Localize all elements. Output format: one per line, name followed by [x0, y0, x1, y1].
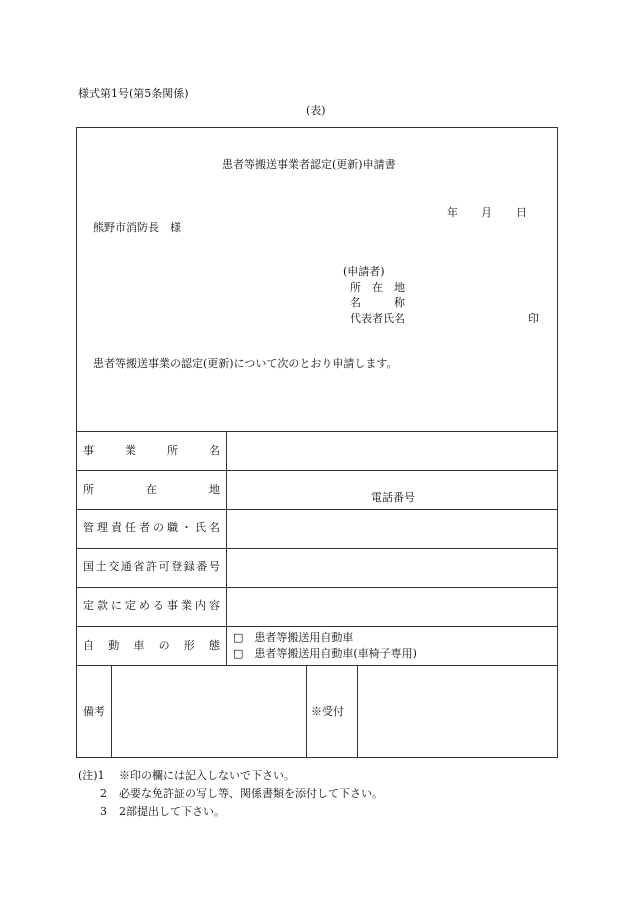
label-mlit-registration: 国 土 交 通 省 許 可 登 録 番 号 — [83, 560, 220, 573]
representative-label: 代表者氏名 — [350, 312, 405, 325]
row-divider — [76, 626, 557, 627]
row-divider — [76, 431, 557, 432]
column-divider — [306, 665, 307, 757]
label-manager: 管 理 責 任 者 の 職 ・ 氏 名 — [83, 521, 220, 534]
applicant-heading: (申請者) — [343, 265, 385, 278]
form-number: 様式第1号(第5条関係) — [78, 87, 189, 100]
row-divider — [76, 548, 557, 549]
date-day: 日 — [516, 206, 527, 219]
seal-mark: 印 — [528, 312, 539, 325]
note-prefix: (注)1 — [78, 769, 105, 782]
date-year: 年 — [447, 206, 458, 219]
column-divider — [111, 665, 112, 757]
vehicle-option-wheelchair[interactable]: □ 患者等搬送用自動車(車椅子専用) — [233, 647, 417, 660]
row-divider — [76, 665, 557, 666]
addressee: 熊野市消防長 様 — [93, 221, 181, 234]
row-divider — [76, 470, 557, 471]
label-location: 所 在 地 — [83, 483, 220, 496]
name-label: 名 称 — [350, 296, 405, 309]
statement: 患者等搬送事業の認定(更新)について次のとおり申請します。 — [93, 357, 398, 370]
note-number-2: 2 — [100, 787, 107, 800]
label-business-content: 定 款 に 定 め る 事 業 内 容 — [83, 599, 220, 612]
label-remarks: 備考 — [83, 705, 105, 718]
note-3: 2部提出して下さい。 — [119, 805, 225, 818]
form-title: 患者等搬送事業者認定(更新)申請書 — [222, 158, 396, 171]
address-label: 所 在 地 — [350, 281, 405, 294]
row-divider — [76, 509, 557, 510]
date-month: 月 — [481, 206, 492, 219]
label-reception: ※受付 — [311, 705, 344, 718]
column-divider — [357, 665, 358, 757]
vehicle-option-standard[interactable]: □ 患者等搬送用自動車 — [233, 631, 354, 644]
column-divider — [226, 431, 227, 665]
row-divider — [76, 587, 557, 588]
note-number-3: 3 — [100, 805, 107, 818]
label-office-name: 事 業 所 名 — [83, 444, 220, 457]
note-1: ※印の欄には記入しないで下さい。 — [119, 769, 295, 782]
side-label: (表) — [306, 104, 326, 117]
phone-label: 電話番号 — [371, 491, 415, 504]
label-vehicle-type: 自 動 車 の 形 態 — [83, 639, 220, 652]
note-2: 必要な免許証の写し等、関係書類を添付して下さい。 — [119, 787, 383, 800]
